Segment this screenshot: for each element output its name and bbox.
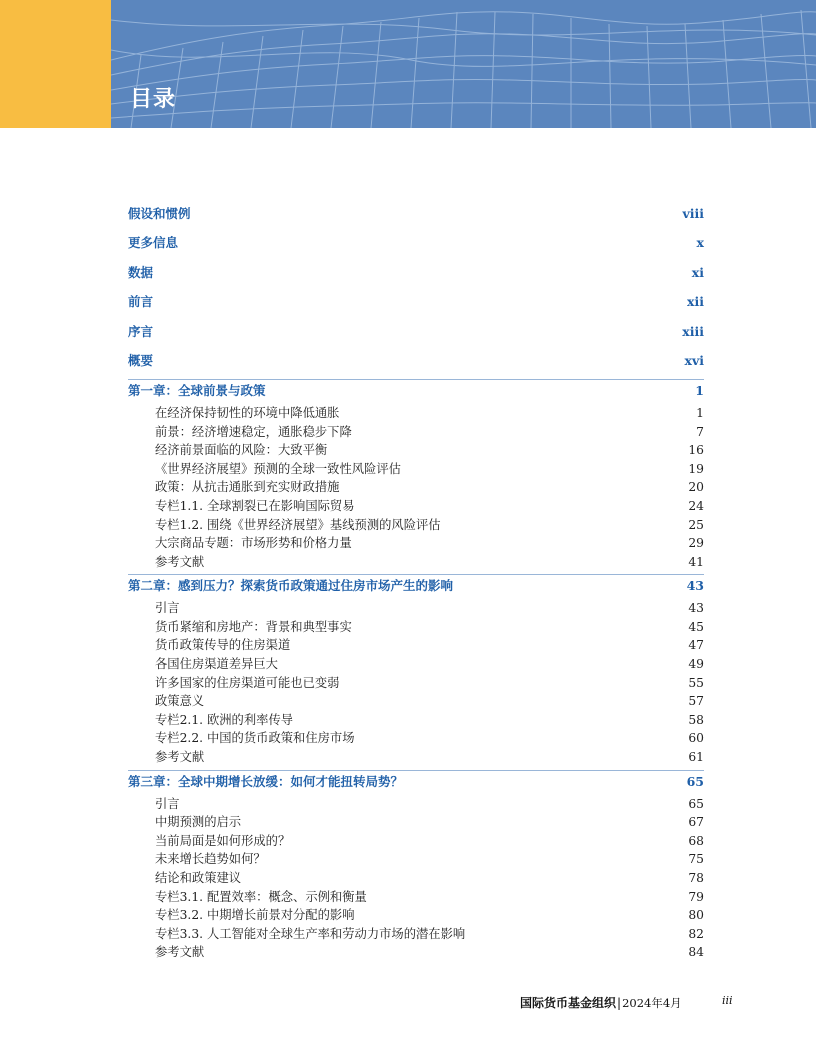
table-of-contents [128,203,704,962]
section-page: 58 [688,712,704,727]
section-title: 参考文献 [155,554,205,569]
toc-section[interactable] [128,711,704,730]
section-page: 7 [696,424,704,439]
section-title: 未来增长趋势如何？ [155,852,266,867]
chapter-title: 第三章：全球中期增长放缓：如何才能扭转局势？ [128,773,404,789]
footer-organization: 国际货币基金组织 [520,996,617,1010]
section-title: 参考文献 [155,750,205,765]
toc-section[interactable] [128,636,704,655]
toc-section[interactable] [128,813,704,832]
toc-entry-title: 概要 [128,352,154,368]
section-page: 45 [688,619,704,634]
section-title: 专栏3.1. 配置效率：概念、示例和衡量 [155,889,367,904]
section-page: 47 [688,638,704,653]
section-title: 各国住房渠道差异巨大 [155,657,278,672]
toc-section[interactable] [128,534,704,553]
toc-entry-foreword[interactable] [128,291,704,320]
section-page: 29 [688,536,704,551]
toc-entry-preface[interactable] [128,321,704,350]
section-page: 20 [688,480,704,495]
section-title: 中期预测的启示 [155,815,242,830]
toc-entry-page: xiii [682,323,704,339]
toc-entry-assumptions[interactable] [128,203,704,232]
toc-entry-title: 更多信息 [128,235,179,251]
section-title: 货币紧缩和房地产：背景和典型事实 [155,619,352,634]
toc-section[interactable] [128,748,704,767]
section-title: 货币政策传导的住房渠道 [155,638,291,653]
footer-separator: | [617,996,622,1010]
toc-section[interactable] [128,729,704,748]
toc-section[interactable] [128,925,704,944]
toc-section[interactable] [128,674,704,693]
section-page: 80 [688,908,704,923]
section-page: 1 [696,405,704,420]
section-title: 《世界经济展望》预测的全球一致性风险评估 [155,461,401,476]
toc-section[interactable] [128,553,704,572]
section-page: 55 [688,675,704,690]
toc-entry-title: 数据 [128,264,154,280]
section-page: 49 [688,657,704,672]
toc-section[interactable] [128,516,704,535]
toc-section[interactable] [128,441,704,460]
chapter-title: 第一章：全球前景与政策 [128,382,266,398]
section-title: 在经济保持韧性的环境中降低通胀 [155,405,340,420]
section-page: 41 [688,554,704,569]
section-page: 43 [688,601,704,616]
section-title: 引言 [155,796,180,811]
section-page: 84 [688,945,704,960]
toc-entry-title: 假设和惯例 [128,206,191,221]
section-title: 参考文献 [155,945,205,960]
toc-entry-further-info[interactable] [128,232,704,261]
section-title: 结论和政策建议 [155,871,242,886]
section-page: 65 [688,796,704,811]
toc-section[interactable] [128,832,704,851]
header-banner [0,0,816,128]
section-page: 57 [688,694,704,709]
wireframe-mesh-graphic [111,0,816,128]
toc-entry-title: 序言 [128,323,154,339]
section-title: 专栏3.2. 中期增长前景对分配的影响 [155,908,355,923]
toc-entry-page: xvi [684,352,704,368]
toc-chapter-2[interactable] [128,574,704,599]
section-page: 16 [688,443,704,458]
banner-accent-block [0,0,111,128]
chapter-title: 第二章：感到压力？探索货币政策通过住房市场产生的影响 [128,578,454,594]
toc-entry-title: 前言 [128,294,154,310]
section-title: 专栏2.2. 中国的货币政策和住房市场 [155,731,355,746]
toc-section[interactable] [128,618,704,637]
section-page: 68 [688,833,704,848]
toc-section[interactable] [128,869,704,888]
toc-entry-summary[interactable] [128,350,704,376]
section-title: 当前局面是如何形成的？ [155,833,291,848]
section-title: 前景：经济增速稳定，通胀稳步下降 [155,424,352,439]
section-title: 许多国家的住房渠道可能也已变弱 [155,675,340,690]
toc-section[interactable] [128,906,704,925]
footer-date: 2024年4月 [622,996,682,1010]
toc-entry-page: x [696,235,704,251]
section-page: 79 [688,889,704,904]
toc-entry-page: xii [687,294,704,310]
toc-section[interactable] [128,404,704,423]
section-title: 专栏1.1. 全球割裂已在影响国际贸易 [155,498,355,513]
toc-section[interactable] [128,423,704,442]
toc-section[interactable] [128,497,704,516]
section-title: 政策意义 [155,694,205,709]
toc-section[interactable] [128,795,704,814]
section-title: 引言 [155,601,180,616]
section-page: 78 [688,871,704,886]
toc-entry-page: xi [691,264,704,280]
page-title: 目录 [130,87,177,112]
toc-entry-page: viii [682,206,704,221]
section-page: 60 [688,731,704,746]
chapter-page: 65 [686,773,704,789]
toc-section[interactable] [128,888,704,907]
section-title: 专栏1.2. 围绕《世界经济展望》基线预测的风险评估 [155,517,441,532]
section-title: 专栏3.3. 人工智能对全球生产率和劳动力市场的潜在影响 [155,926,466,941]
toc-section[interactable] [128,850,704,869]
section-page: 24 [688,498,704,513]
section-title: 经济前景面临的风险：大致平衡 [155,443,328,458]
section-page: 75 [688,852,704,867]
toc-section[interactable] [128,478,704,497]
section-title: 大宗商品专题：市场形势和价格力量 [155,536,352,551]
section-page: 61 [688,750,704,765]
section-title: 专栏2.1. 欧洲的利率传导 [155,712,294,727]
toc-section[interactable] [128,460,704,479]
toc-section[interactable] [128,599,704,618]
chapter-page: 1 [695,382,704,398]
toc-section[interactable] [128,943,704,962]
toc-section[interactable] [128,655,704,674]
section-page: 19 [688,461,704,476]
page-number: iii [722,994,733,1007]
section-page: 82 [688,926,704,941]
section-title: 政策：从抗击通胀到充实财政措施 [155,480,340,495]
section-page: 67 [688,815,704,830]
page-footer [520,994,733,1011]
section-page: 25 [688,517,704,532]
chapter-page: 43 [686,578,704,594]
toc-section[interactable] [128,692,704,711]
toc-chapter-1[interactable] [128,379,704,404]
toc-entry-data[interactable] [128,262,704,291]
toc-chapter-3[interactable] [128,770,704,795]
